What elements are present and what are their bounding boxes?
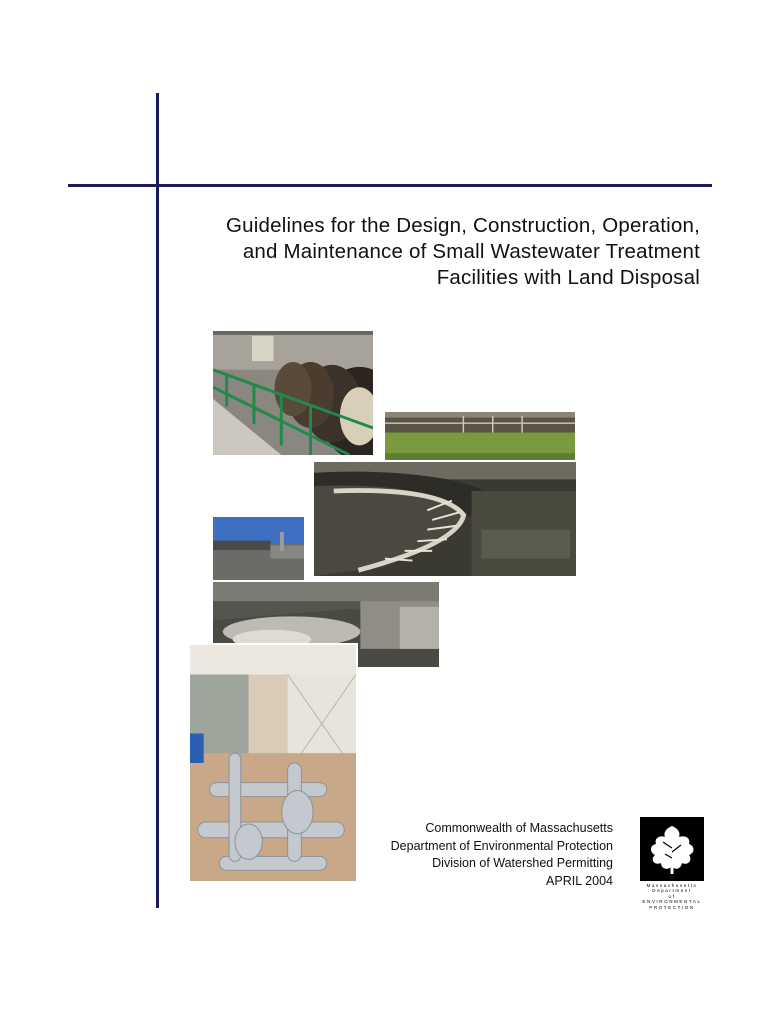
organization-block bbox=[391, 820, 613, 890]
title-line-1: Guidelines for the Design, Construction, Operation, bbox=[226, 214, 700, 237]
photo-rotating-drum bbox=[211, 329, 375, 457]
massdep-logo bbox=[640, 817, 704, 913]
logo-caption bbox=[640, 883, 704, 910]
logo-line-3: of bbox=[668, 893, 676, 899]
logo-line-2: Department bbox=[652, 888, 692, 894]
logo-line-1: Massachusetts bbox=[646, 883, 698, 888]
horizontal-rule bbox=[68, 184, 712, 187]
oak-leaf-icon bbox=[640, 817, 704, 881]
logo-line-5: PROTECTION bbox=[649, 904, 695, 910]
photo-clarifier bbox=[312, 460, 578, 578]
org-line-1: Commonwealth of Massachusetts bbox=[425, 821, 613, 835]
org-date: APRIL 2004 bbox=[546, 873, 613, 888]
logo-line-4: ENVIRONMENTAL bbox=[642, 899, 702, 905]
document-title bbox=[160, 213, 700, 291]
photo-pump-room bbox=[188, 643, 358, 883]
org-line-3: Division of Watershed Permitting bbox=[432, 856, 613, 870]
title-line-2: and Maintenance of Small Wastewater Treatment bbox=[242, 240, 700, 263]
vertical-rule bbox=[156, 93, 159, 908]
title-line-3: Facilities with Land Disposal bbox=[436, 266, 700, 289]
photo-aeration-basin bbox=[211, 515, 306, 587]
org-line-2: Department of Environmental Protection bbox=[390, 838, 613, 853]
